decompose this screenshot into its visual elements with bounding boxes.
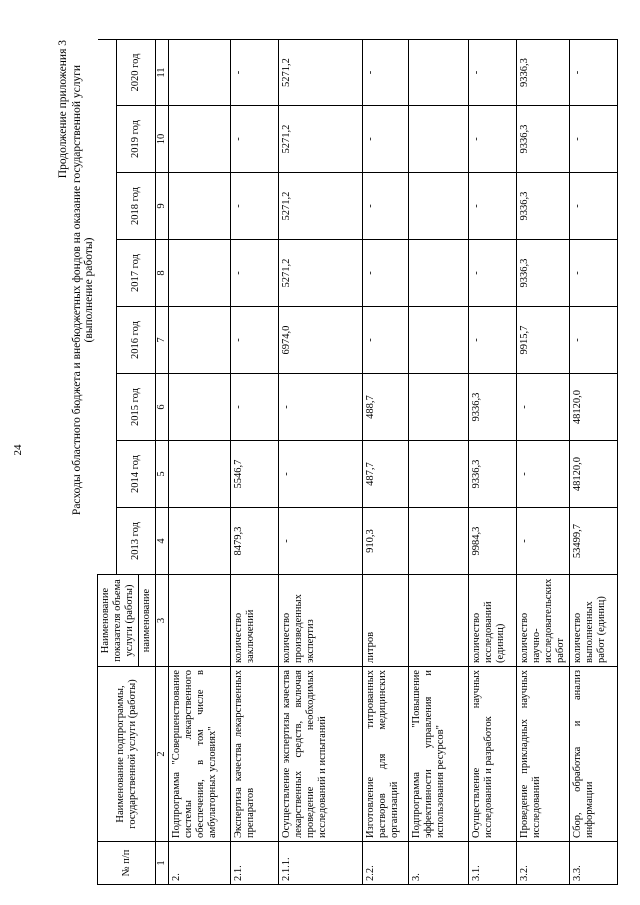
column-index: 1 [156,842,169,885]
row-value: 6974,0 [279,307,363,374]
column-index: 2 [156,667,169,842]
row-num: 3.1. [469,842,517,885]
row-value: 487,7 [363,441,409,508]
row-value: - [517,508,570,575]
table-row [570,40,618,885]
row-name: Подпрограмма "Совершенствование системы лекарственного обеспечения, в том числе в амбулаторных условиях" [169,667,231,842]
row-num: 3. [409,842,469,885]
row-value [169,508,231,575]
row-indicator: количество выполненных работ (единиц) [570,575,618,667]
row-name: Осуществление экспертизы качества лекарственных средств, включая проведение необходимых исследований и испытаний [279,667,363,842]
table-row [469,40,517,885]
row-value: 9915,7 [517,307,570,374]
row-value: 5271,2 [279,173,363,240]
expenses-table [97,39,618,885]
row-indicator: количество произведенных экспертиз [279,575,363,667]
row-value [169,307,231,374]
row-value: 9336,3 [517,240,570,307]
row-value [409,508,469,575]
row-value: 5546,7 [231,441,279,508]
row-value: - [363,106,409,173]
row-value: - [469,307,517,374]
header-indicator-name: наименование [141,588,152,653]
row-name: Подпрограмма "Повышение эффективности управления и использования ресурсов" [409,667,469,842]
row-num: 2.2. [363,842,409,885]
row-value: 5271,2 [279,240,363,307]
row-value: - [570,240,618,307]
header-year: 2013 год [116,508,156,575]
row-value: 9984,3 [469,508,517,575]
row-value: - [231,173,279,240]
row-value [409,240,469,307]
caption-area [55,40,97,885]
row-name: Проведение прикладных научных исследований [517,667,570,842]
row-indicator [169,575,231,667]
continuation-label: Продолжение приложения 3 [57,40,69,179]
row-value: 9336,3 [469,441,517,508]
row-value: 9336,3 [517,106,570,173]
row-value: - [363,307,409,374]
row-value: - [517,441,570,508]
row-value: - [363,240,409,307]
column-index-row [156,40,169,885]
row-indicator [409,575,469,667]
row-indicator: количество исследований (единиц) [469,575,517,667]
row-name: Сбор, обработка и анализ информации [570,667,618,842]
row-value: 5271,2 [279,40,363,106]
column-index: 6 [156,374,169,441]
row-value: - [363,40,409,106]
row-indicator: количество заключений [231,575,279,667]
row-value [169,240,231,307]
column-index: 4 [156,508,169,575]
header-year: 2017 год [116,240,156,307]
row-num: 3.2. [517,842,570,885]
row-value: 9336,3 [517,173,570,240]
table-row [169,40,231,885]
row-value: - [231,307,279,374]
row-name: Экспертиза качества лекарственных препаратов [231,667,279,842]
header-year: 2018 год [116,173,156,240]
row-value: - [231,40,279,106]
table-row [409,40,469,885]
row-value [409,106,469,173]
header-year: 2014 год [116,441,156,508]
header-name: Наименование подпрограммы, государственной услуги (работы) [98,667,156,842]
table-row [231,40,279,885]
row-value: - [231,106,279,173]
page-number: 24 [12,444,24,456]
row-value: - [469,40,517,106]
header-year: 2015 год [116,374,156,441]
row-value: - [279,374,363,441]
column-index: 11 [156,40,169,106]
row-name: Осуществление научных исследований и разработок [469,667,517,842]
row-value: - [469,173,517,240]
row-value [169,106,231,173]
row-value [169,374,231,441]
row-value: 48120,0 [570,374,618,441]
row-value: - [279,441,363,508]
header-year: 2020 год [116,40,156,106]
row-value [409,173,469,240]
column-index: 10 [156,106,169,173]
row-value: - [570,40,618,106]
column-index: 3 [156,575,169,667]
header-indicator-group: Наименование показателя объема услуги (работы) [100,575,139,666]
row-value: 8479,3 [231,508,279,575]
row-value: - [231,240,279,307]
column-index: 9 [156,173,169,240]
row-value: - [570,307,618,374]
row-value: - [570,106,618,173]
row-indicator: литров [363,575,409,667]
row-value: - [517,374,570,441]
row-value: 488,7 [363,374,409,441]
row-value: - [469,240,517,307]
column-index: 5 [156,441,169,508]
row-value: - [279,508,363,575]
column-index: 8 [156,240,169,307]
header-num: № п/п [98,842,156,885]
header-year: 2016 год [116,307,156,374]
row-value [169,441,231,508]
row-value [409,40,469,106]
row-value: - [469,106,517,173]
row-num: 2.1. [231,842,279,885]
row-value: 53499,7 [570,508,618,575]
column-index: 7 [156,307,169,374]
table-row [517,40,570,885]
header-years-group [98,40,117,575]
table-row [279,40,363,885]
row-value [169,40,231,106]
row-value: 9336,3 [517,40,570,106]
row-name: Изготовление титрованных растворов для медицинских организаций [363,667,409,842]
row-value: 48120,0 [570,441,618,508]
header-indicator [98,575,156,667]
row-value: - [231,374,279,441]
row-value [169,173,231,240]
row-value [409,307,469,374]
row-value: 9336,3 [469,374,517,441]
row-value: 910,3 [363,508,409,575]
table-row [363,40,409,885]
rotated-table-sheet [55,40,630,885]
expenses-heading: Расходы областного бюджета и внебюджетных фондов на оказание государственной услуги (выполнение работы) [71,64,95,516]
row-value: - [570,173,618,240]
row-value: 5271,2 [279,106,363,173]
row-indicator: количество научно-исследовательских работ [517,575,570,667]
row-value [409,374,469,441]
row-value: - [363,173,409,240]
row-num: 2.1.1. [279,842,363,885]
header-year: 2019 год [116,106,156,173]
row-num: 2. [169,842,231,885]
row-num: 3.3. [570,842,618,885]
row-value [409,441,469,508]
